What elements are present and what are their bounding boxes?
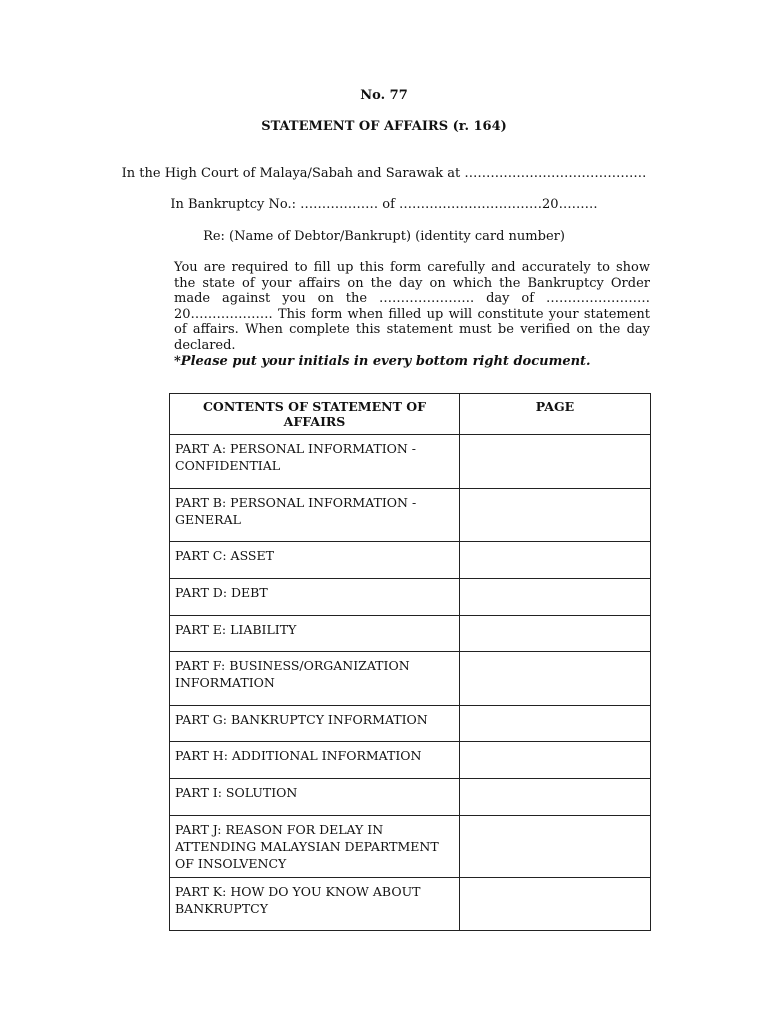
page-cell[interactable] bbox=[460, 489, 651, 542]
initials-note: *Please put your initials in every bottom right document. bbox=[174, 354, 591, 369]
page-cell[interactable] bbox=[460, 706, 651, 742]
part-cell: PART K: HOW DO YOU KNOW ABOUT BANKRUPTCY bbox=[170, 878, 460, 931]
part-cell: PART I: SOLUTION bbox=[170, 779, 460, 816]
table-row bbox=[170, 652, 651, 706]
page-cell[interactable] bbox=[460, 652, 651, 706]
page-cell[interactable] bbox=[460, 579, 651, 616]
form-title: STATEMENT OF AFFAIRS (r. 164) bbox=[261, 119, 507, 134]
instructions-paragraph: You are required to fill up this form carefully and accurately to show the state of your affairs on the day on which the Bankruptcy Order made against you on the …………………. day of …………………… 20………………. This form when filled up will constitute your statement of affairs. When complete this statement must be verified on the day declared. bbox=[174, 260, 650, 353]
page-cell[interactable] bbox=[460, 816, 651, 878]
page-cell[interactable] bbox=[460, 616, 651, 652]
part-cell: PART G: BANKRUPTCY INFORMATION bbox=[170, 706, 460, 742]
page-cell[interactable] bbox=[460, 779, 651, 816]
part-cell: PART H: ADDITIONAL INFORMATION bbox=[170, 742, 460, 779]
part-cell: PART J: REASON FOR DELAY IN ATTENDING MALAYSIAN DEPARTMENT OF INSOLVENCY bbox=[170, 816, 460, 878]
court-line: In the High Court of Malaya/Sabah and Sarawak at …………………………………… bbox=[121, 166, 647, 181]
page-cell[interactable] bbox=[460, 435, 651, 489]
bankruptcy-number-line: In Bankruptcy No.: ……………… of ……………………………20……… bbox=[170, 197, 598, 212]
table-header-row bbox=[170, 394, 651, 435]
table-row bbox=[170, 489, 651, 542]
part-cell: PART B: PERSONAL INFORMATION - GENERAL bbox=[170, 489, 460, 542]
table-row bbox=[170, 742, 651, 779]
part-cell: PART C: ASSET bbox=[170, 542, 460, 579]
table-row bbox=[170, 878, 651, 931]
table-row bbox=[170, 816, 651, 878]
contents-column-header: CONTENTS OF STATEMENT OF AFFAIRS bbox=[170, 394, 460, 435]
page-cell[interactable] bbox=[460, 542, 651, 579]
part-cell: PART E: LIABILITY bbox=[170, 616, 460, 652]
part-cell: PART F: BUSINESS/ORGANIZATION INFORMATION bbox=[170, 652, 460, 706]
page-cell[interactable] bbox=[460, 878, 651, 931]
table-row bbox=[170, 616, 651, 652]
contents-table bbox=[169, 393, 651, 931]
page-column-header: PAGE bbox=[460, 394, 651, 435]
table-row bbox=[170, 779, 651, 816]
form-number: No. 77 bbox=[360, 88, 408, 103]
page-cell[interactable] bbox=[460, 742, 651, 779]
table-row bbox=[170, 706, 651, 742]
table-row bbox=[170, 435, 651, 489]
debtor-reference-line: Re: (Name of Debtor/Bankrupt) (identity card number) bbox=[203, 229, 565, 244]
table-row bbox=[170, 542, 651, 579]
part-cell: PART A: PERSONAL INFORMATION - CONFIDENTIAL bbox=[170, 435, 460, 489]
table-row bbox=[170, 579, 651, 616]
part-cell: PART D: DEBT bbox=[170, 579, 460, 616]
